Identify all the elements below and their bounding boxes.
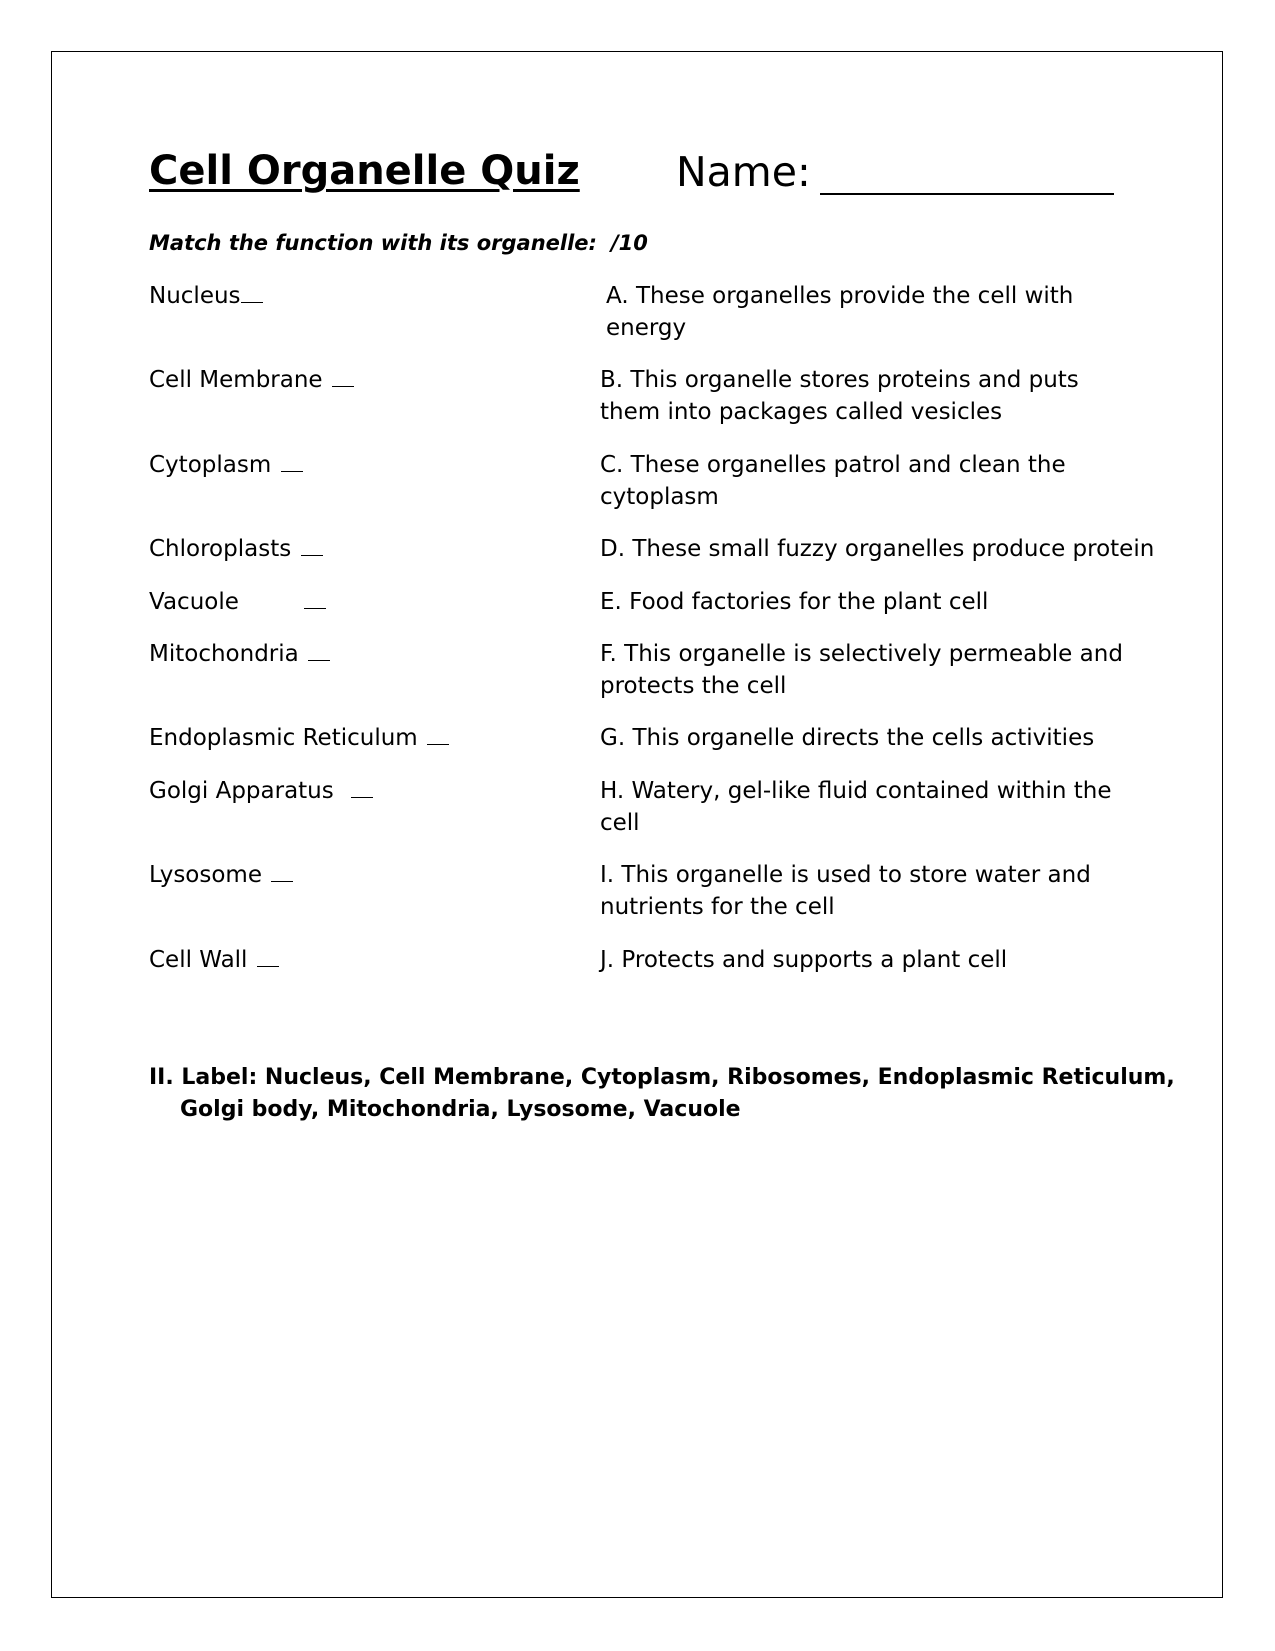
term-label: Endoplasmic Reticulum xyxy=(149,725,418,751)
labeling-section-heading xyxy=(149,1062,1175,1126)
definition-item: E. Food factories for the plant cell xyxy=(600,589,989,615)
quiz-title: Cell Organelle Quiz xyxy=(149,148,580,194)
answer-blank xyxy=(271,863,293,882)
answer-blank xyxy=(427,726,449,745)
instructions-text: Match the function with its organelle: xyxy=(149,231,597,255)
answer-blank xyxy=(241,284,263,303)
term-label: Cell Wall xyxy=(149,947,248,973)
answer-blank xyxy=(351,779,373,798)
term-label: Golgi Apparatus xyxy=(149,778,334,804)
definition-item: C. These organelles patrol and clean the cytoplasm xyxy=(600,452,1066,510)
term-label: Cell Membrane xyxy=(149,367,323,393)
term-item xyxy=(149,280,263,312)
score-total: /10 xyxy=(610,231,648,255)
definition-item: G. This organelle directs the cells activities xyxy=(600,725,1095,751)
definition-item: A. These organelles provide the cell with energy xyxy=(606,283,1074,341)
answer-blank xyxy=(308,642,330,661)
term-item xyxy=(149,944,279,976)
definition-item: I. This organelle is used to store water and nutrients for the cell xyxy=(600,862,1091,920)
term-item xyxy=(149,586,326,618)
labeling-line-2: Golgi body, Mitochondria, Lysosome, Vacuole xyxy=(180,1097,741,1122)
term-label: Chloroplasts xyxy=(149,536,292,562)
labeling-line-1: II. Label: Nucleus, Cell Membrane, Cytoplasm, Ribosomes, Endoplasmic Reticulum, xyxy=(149,1065,1175,1090)
term-label: Vacuole xyxy=(149,589,239,615)
term-item xyxy=(149,638,330,670)
term-label: Cytoplasm xyxy=(149,452,272,478)
term-item xyxy=(149,449,303,481)
term-label: Mitochondria xyxy=(149,641,299,667)
term-label: Nucleus xyxy=(149,283,241,309)
term-item xyxy=(149,859,293,891)
definition-item: B. This organelle stores proteins and puts them into packages called vesicles xyxy=(600,367,1079,425)
definition-item: D. These small fuzzy organelles produce protein xyxy=(600,536,1155,562)
answer-blank xyxy=(301,537,323,556)
definition-item: J. Protects and supports a plant cell xyxy=(600,947,1008,973)
matching-instructions xyxy=(149,231,648,255)
answer-blank xyxy=(332,368,354,387)
term-item xyxy=(149,364,354,396)
answer-blank xyxy=(281,453,303,472)
term-label: Lysosome xyxy=(149,862,262,888)
answer-blank xyxy=(257,948,279,967)
answer-blank xyxy=(304,590,326,609)
term-item xyxy=(149,775,373,807)
definition-item: H. Watery, gel-like fluid contained within the cell xyxy=(600,778,1112,836)
term-item xyxy=(149,722,449,754)
definition-item: F. This organelle is selectively permeable and protects the cell xyxy=(600,641,1123,699)
name-label: Name: xyxy=(676,148,811,196)
term-item xyxy=(149,533,323,565)
name-blank-line xyxy=(820,193,1114,195)
